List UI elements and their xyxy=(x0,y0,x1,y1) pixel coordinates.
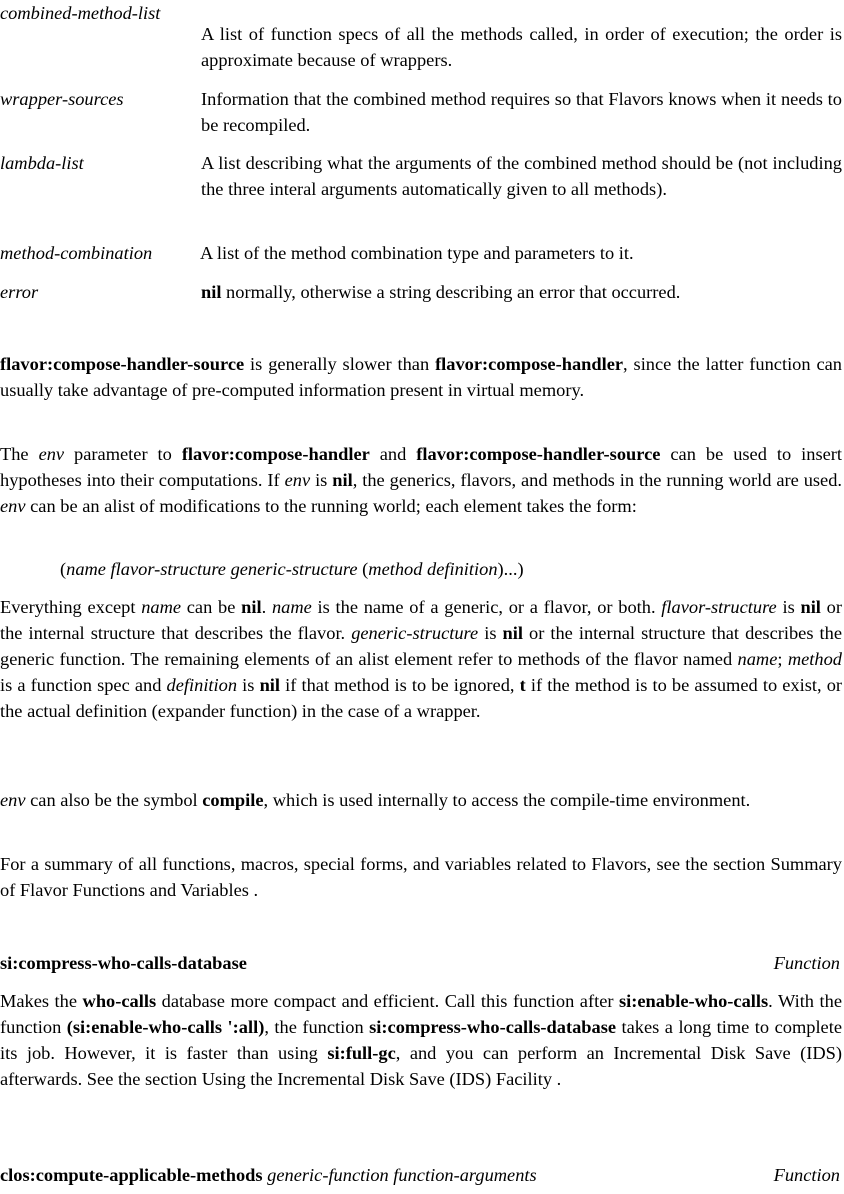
paragraph: For a summary of all functions, macros, special forms, and variables related to Flavors, see the section Summary of Flavor Functions and Variables . xyxy=(0,854,842,900)
function-entry-name: clos:compute-applicable-methods xyxy=(0,1165,263,1185)
function-name: flavor:compose-handler xyxy=(181,444,370,464)
definition-term: method-combination xyxy=(0,243,153,263)
entry-kind-label: Function xyxy=(773,1165,840,1185)
function-entry-args: generic-function function-arguments xyxy=(267,1165,537,1185)
definition-term: wrapper-sources xyxy=(0,89,124,109)
definition-text: A list of the method combination type and parameters to it. xyxy=(200,243,634,263)
paragraph: The env parameter to flavor:compose-handler and flavor:compose-handler-source can be used to insert hypotheses into their computations. If env is nil, the generics, flavors, and methods in the running world are used. env can be an alist of modifications to the running world; each element takes the form: xyxy=(0,444,842,516)
definition-text: A list describing what the arguments of the combined method should be (not including the three interal arguments automatically given to all methods). xyxy=(201,153,842,199)
definition-text: nil normally, otherwise a string describing an error that occurred. xyxy=(201,282,681,302)
paragraph: flavor:compose-handler-source is generally slower than flavor:compose-handler, since the latter function can usually take advantage of pre-computed information present in virtual memory. xyxy=(0,354,842,400)
definition-text: A list of function specs of all the methods called, in order of execution; the order is approximate because of wrappers. xyxy=(201,24,842,70)
function-name: flavor:compose-handler-source xyxy=(0,354,245,374)
function-name: flavor:compose-handler xyxy=(435,354,624,374)
definition-term: error xyxy=(0,282,39,302)
function-name: flavor:compose-handler-source xyxy=(416,444,661,464)
definition-term: lambda-list xyxy=(0,153,84,173)
paragraph: Everything except name can be nil. name is the name of a generic, or a flavor, or both. flavor-structure is nil or the internal structure that describes the flavor. generic-structure is nil or the internal structure that describes the generic function. The remaining elements of an alist element refer to methods of the flavor named name; method is a function spec and definition is nil if that method is to be ignored, t if the method is to be assumed to exist, or the actual definition (expander function) in the case of a wrapper. xyxy=(0,597,843,721)
function-entry-header xyxy=(0,1162,842,1188)
entry-kind-label: Function xyxy=(773,953,840,973)
symbol-nil: nil xyxy=(201,282,222,302)
paragraph: Makes the who-calls database more compact and efficient. Call this function after si:enable-who-calls. With the function (si:enable-who-calls ':all), the function si:compress-who-calls-database takes a long time to complete its job. However, it is faster than using si:full-gc, and you can perform an Incremental Disk Save (IDS) afterwards. See the section Using the Incremental Disk Save (IDS) Facility . xyxy=(0,991,842,1089)
definition-text: Information that the combined method requires so that Flavors knows when it needs to be recompiled. xyxy=(201,89,842,135)
code-form: (name flavor-structure generic-structure (method definition)...) xyxy=(60,559,524,579)
definition-term: combined-method-list xyxy=(0,3,161,23)
paragraph: env can also be the symbol compile, which is used internally to access the compile-time environment. xyxy=(0,790,751,810)
function-entry-header xyxy=(0,950,842,976)
function-entry-name: si:compress-who-calls-database xyxy=(0,953,247,973)
